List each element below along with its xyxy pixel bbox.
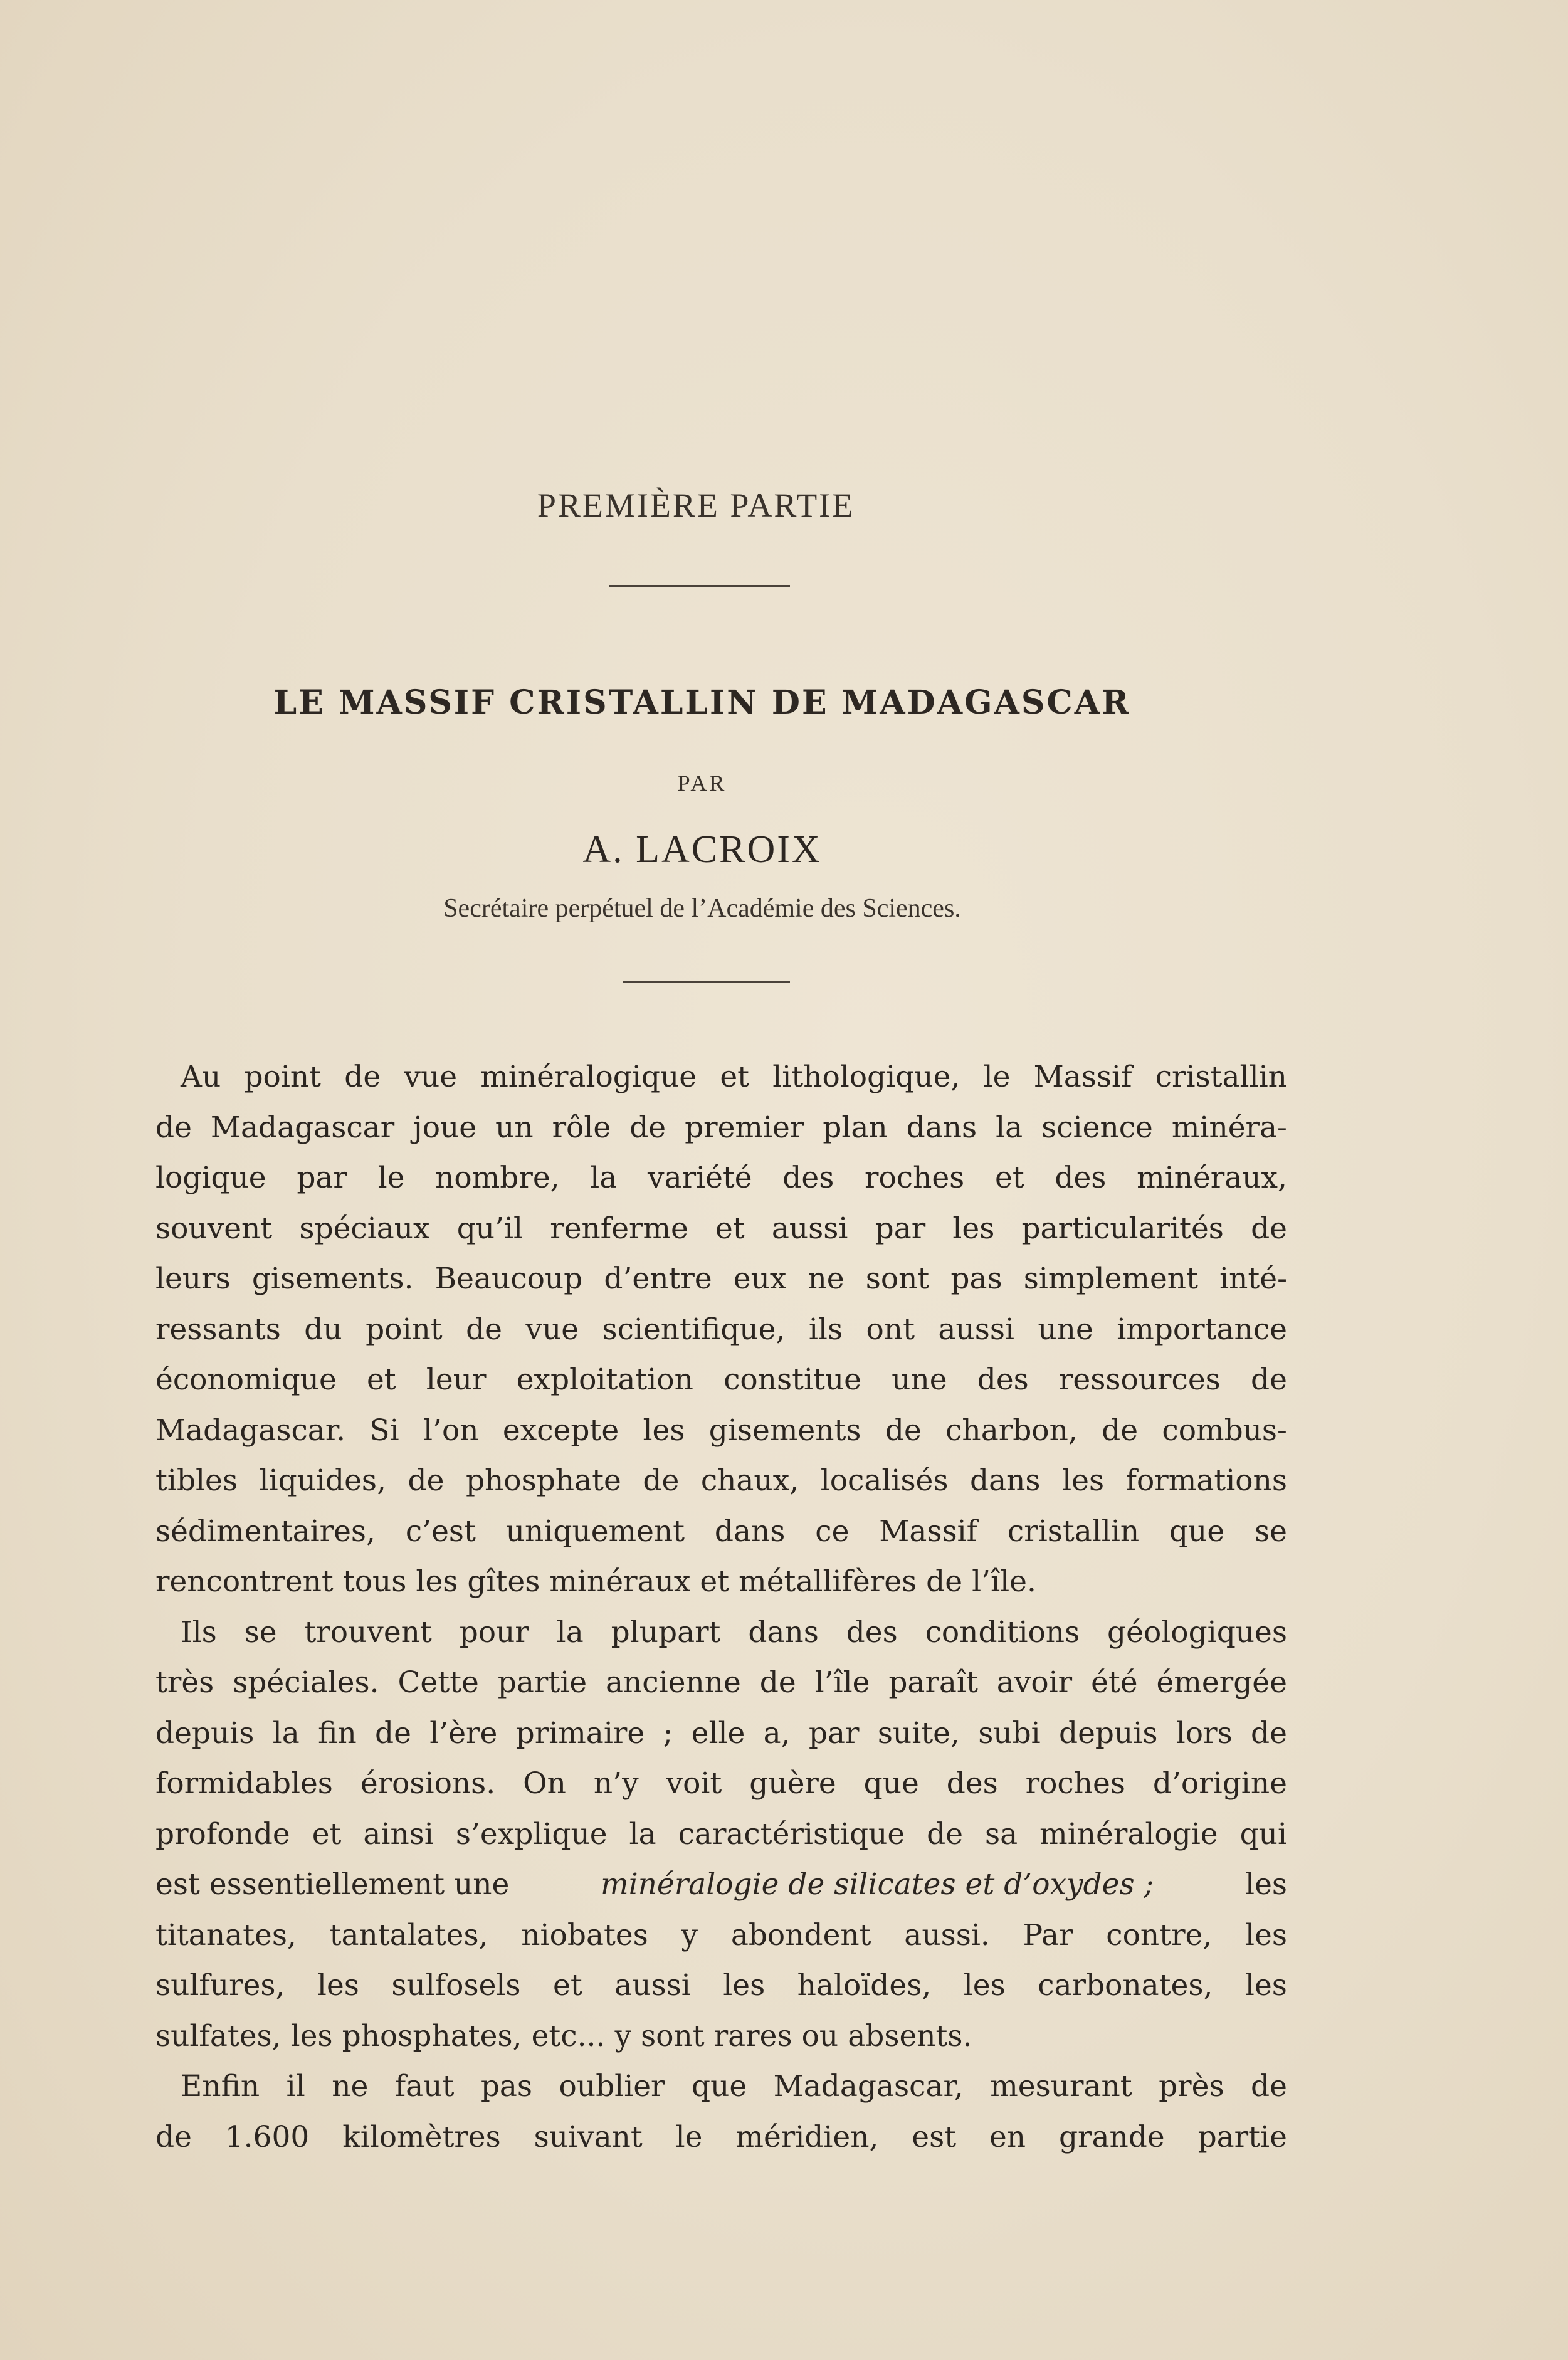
word: depuis (155, 1715, 255, 1751)
word: il (286, 2069, 305, 2104)
text-line (155, 1910, 1287, 1961)
word: sont (865, 1262, 930, 1296)
word: formidables (155, 1766, 333, 1801)
word: ne (808, 1262, 845, 1296)
word: minéra- (1171, 1110, 1287, 1145)
body-text (155, 1052, 1287, 2162)
word: par (808, 1715, 860, 1751)
word: y (614, 2018, 632, 2053)
text-line (155, 1507, 1287, 1557)
paragraph-3 (155, 2062, 1287, 2162)
word: les (1062, 1463, 1105, 1498)
word: roches (865, 1161, 965, 1195)
word: y (681, 1917, 698, 1952)
word: été (1091, 1665, 1138, 1700)
word: Au (181, 1060, 221, 1094)
word: les (1244, 1968, 1287, 2003)
word: l’on (423, 1413, 479, 1448)
word: gisements (708, 1413, 861, 1448)
word: les (963, 1968, 1006, 2003)
word: depuis (1059, 1715, 1158, 1751)
word: de (926, 1564, 963, 1599)
word: particularités (1021, 1211, 1224, 1246)
word: les (643, 1413, 685, 1448)
word: les (723, 1968, 766, 2003)
text-line (155, 1709, 1287, 1759)
word: que (692, 2069, 747, 2104)
word: ressources (1058, 1362, 1221, 1397)
word: d’entre (604, 1262, 712, 1296)
word: formations (1125, 1463, 1287, 1498)
word: avoir (996, 1665, 1073, 1700)
word: rencontrent (155, 1564, 334, 1599)
word: excepte (502, 1413, 619, 1448)
word: et (553, 1968, 582, 2003)
text-line (155, 1254, 1287, 1305)
italic-phrase: minéralogie de silicates et d’oxydes ; (601, 1867, 1154, 1902)
word: minéraux (549, 1564, 691, 1599)
word: vue (525, 1312, 579, 1347)
word: charbon, (945, 1413, 1078, 1448)
word: 1.600 (224, 2119, 310, 2154)
word: de (643, 1463, 680, 1498)
word: et (700, 1564, 730, 1599)
word: lors (1176, 1715, 1233, 1751)
word: Madagascar, (773, 2069, 964, 2104)
word: de (1251, 1715, 1287, 1751)
word: rares (713, 2018, 792, 2053)
word: Madagascar (210, 1110, 395, 1145)
word: On (523, 1766, 566, 1801)
word: l’île (814, 1665, 870, 1700)
word: que (1169, 1514, 1225, 1549)
word: des (1055, 1161, 1107, 1195)
word: géologiques (1107, 1615, 1287, 1650)
word: kilomètres (342, 2119, 501, 2154)
word: leur (426, 1362, 487, 1397)
word: des (846, 1615, 898, 1650)
word: ont (866, 1312, 915, 1347)
word: sulfates, (155, 2018, 282, 2053)
by-line: PAR (677, 771, 727, 796)
word: spéciaux (299, 1211, 430, 1246)
word: aussi. (904, 1917, 990, 1952)
word: de (155, 2119, 192, 2154)
word: de (155, 1110, 192, 1145)
word: et (995, 1161, 1024, 1195)
word: tibles (155, 1463, 238, 1498)
word: subi (978, 1715, 1041, 1751)
word: sulfures, (155, 1968, 285, 2003)
word: Massif (879, 1514, 978, 1549)
word: de (466, 1312, 502, 1347)
word: gîtes (467, 1564, 540, 1599)
word: s’explique (455, 1816, 608, 1852)
word: les (416, 1564, 458, 1599)
word: mesurant (990, 2069, 1132, 2104)
word: aussi (938, 1312, 1014, 1347)
word: et (715, 1211, 745, 1246)
word: métallifères (739, 1564, 917, 1599)
word: renferme (550, 1211, 688, 1246)
text-segment: les (1245, 1867, 1287, 1902)
article-title: LE MASSIF CRISTALLIN DE MADAGASCAR (273, 683, 1131, 722)
word: cristallin (1155, 1060, 1287, 1094)
word: des (946, 1766, 998, 1801)
word: oublier (559, 2069, 665, 2104)
word: point (244, 1060, 322, 1094)
word: et (312, 1816, 342, 1852)
word: d’origine (1152, 1766, 1287, 1801)
word: nombre, (435, 1161, 560, 1195)
text-line-mixed (155, 1860, 1287, 1910)
paragraph-2 (155, 1608, 1287, 2062)
text-line (155, 1204, 1287, 1255)
word: minéralogique (480, 1060, 697, 1094)
word: qui (1239, 1816, 1287, 1852)
word: science (1041, 1110, 1153, 1145)
word: eux (733, 1262, 787, 1296)
word: ou (801, 2018, 839, 2053)
word: dans (906, 1110, 977, 1145)
word: variété (648, 1161, 752, 1195)
word: scientifique, (602, 1312, 786, 1347)
word: de (629, 1110, 666, 1145)
word: le (377, 1161, 405, 1195)
word: du (304, 1312, 342, 1347)
word: spéciales. (233, 1665, 379, 1700)
word: Si (369, 1413, 399, 1448)
word: très (155, 1665, 214, 1700)
word: la (272, 1715, 300, 1751)
divider-top (609, 585, 790, 587)
word: gisements. (251, 1262, 414, 1296)
word: de (408, 1463, 445, 1498)
paragraph-1 (155, 1052, 1287, 1608)
word: combus- (1162, 1413, 1287, 1448)
word: économique (155, 1362, 337, 1397)
word: Madagascar. (155, 1413, 346, 1448)
divider-bottom (623, 981, 790, 983)
word: de (927, 1816, 964, 1852)
word: tous (342, 1564, 407, 1599)
word: des (977, 1362, 1029, 1397)
word: de (759, 1665, 796, 1700)
word: pour (459, 1615, 529, 1650)
word: dans (748, 1615, 819, 1650)
word: souvent (155, 1211, 273, 1246)
word: ne (332, 2069, 369, 2104)
author-affiliation: Secrétaire perpétuel de l’Académie des Sciences. (443, 894, 961, 923)
word: point (366, 1312, 443, 1347)
word: partie (1197, 2119, 1287, 2154)
word: l’ère (429, 1715, 498, 1751)
word: Beaucoup (434, 1262, 583, 1296)
word: localisés (820, 1463, 949, 1498)
word: érosions. (360, 1766, 496, 1801)
word: n’y (593, 1766, 639, 1801)
word: et (366, 1362, 396, 1397)
word: rôle (552, 1110, 611, 1145)
text-line (155, 2062, 1287, 2112)
word: dans (970, 1463, 1041, 1498)
word: Cette (397, 1665, 479, 1700)
text-line (155, 1557, 1287, 1608)
word: près (1159, 2069, 1224, 2104)
word: Massif (1033, 1060, 1132, 1094)
word: l’île. (972, 1564, 1036, 1599)
word: la (556, 1615, 584, 1650)
word: trouvent (304, 1615, 432, 1650)
word: primaire (515, 1715, 645, 1751)
word: c’est (405, 1514, 476, 1549)
word: abondent (730, 1917, 871, 1952)
word: minéralogie (1039, 1816, 1218, 1852)
word: de (885, 1413, 922, 1448)
text-line (155, 1103, 1287, 1154)
word: uniquement (505, 1514, 685, 1549)
word: guère (749, 1766, 836, 1801)
word: sont (641, 2018, 705, 2053)
word: émergée (1156, 1665, 1287, 1700)
word: de (1251, 1211, 1287, 1246)
word: le (983, 1060, 1011, 1094)
word: ; (663, 1715, 673, 1751)
text-line (155, 1961, 1287, 2011)
text-line (155, 1810, 1287, 1860)
word: voit (666, 1766, 722, 1801)
word: suivant (534, 2119, 643, 2154)
word: roches (1025, 1766, 1125, 1801)
word: grande (1058, 2119, 1165, 2154)
word: ancienne (605, 1665, 741, 1700)
word: Ils (181, 1615, 217, 1650)
text-line (155, 1759, 1287, 1810)
word: lithologique, (772, 1060, 960, 1094)
word: carbonates, (1038, 1968, 1213, 2003)
word: dans (714, 1514, 786, 1549)
word: sédimentaires, (155, 1514, 376, 1549)
word: et (720, 1060, 750, 1094)
word: la (996, 1110, 1023, 1145)
text-line (155, 1355, 1287, 1406)
word: les (317, 1968, 359, 2003)
word: joue (413, 1110, 477, 1145)
word: liquides, (259, 1463, 386, 1498)
word: qu’il (456, 1211, 524, 1246)
word: Enfin (181, 2069, 260, 2104)
word: ce (815, 1514, 850, 1549)
word: méridien, (735, 2119, 879, 2154)
word: ils (808, 1312, 843, 1347)
word: par (875, 1211, 926, 1246)
word: contre, (1106, 1917, 1213, 1952)
author-name: A. LACROIX (582, 828, 822, 871)
word: plupart (611, 1615, 721, 1650)
word: conditions (925, 1615, 1080, 1650)
word: Par (1023, 1917, 1073, 1952)
word: pas (950, 1262, 1002, 1296)
word: est (912, 2119, 957, 2154)
word: les (952, 1211, 995, 1246)
text-line (155, 1456, 1287, 1507)
word: sa (985, 1816, 1018, 1852)
word: la (590, 1161, 618, 1195)
text-line (155, 1305, 1287, 1356)
word: logique (155, 1161, 266, 1195)
word: de (1250, 1362, 1287, 1397)
part-title: PREMIÈRE PARTIE (537, 487, 855, 524)
word: titanates, (155, 1917, 297, 1952)
word: de (375, 1715, 411, 1751)
word: de (1102, 1413, 1139, 1448)
word: de (344, 1060, 381, 1094)
word: pas (480, 2069, 533, 2104)
word: phosphate (465, 1463, 621, 1498)
word: de (1251, 2069, 1287, 2104)
word: une (892, 1362, 947, 1397)
word: premier (685, 1110, 804, 1145)
word: profonde (155, 1816, 290, 1852)
word: que (863, 1766, 919, 1801)
word: caractéristique (678, 1816, 905, 1852)
text-line (155, 1608, 1287, 1658)
word: des (782, 1161, 834, 1195)
word: plan (823, 1110, 888, 1145)
word: les (290, 2018, 333, 2053)
word: cristallin (1007, 1514, 1140, 1549)
word: minéraux, (1137, 1161, 1287, 1195)
word: les (1245, 1917, 1287, 1952)
text-line (155, 1052, 1287, 1103)
word: paraît (888, 1665, 978, 1700)
word: exploitation (516, 1362, 693, 1397)
word: une (1038, 1312, 1093, 1347)
word: aussi (614, 1968, 691, 2003)
word: chaux, (700, 1463, 799, 1498)
word: se (244, 1615, 277, 1650)
word: se (1254, 1514, 1287, 1549)
word: haloïdes, (797, 1968, 932, 2003)
word: leurs (155, 1262, 231, 1296)
word: tantalates, (329, 1917, 488, 1952)
word: suite, (877, 1715, 960, 1751)
text-segment: est essentiellement une (155, 1867, 510, 1902)
word: importance (1117, 1312, 1287, 1347)
word: absents. (848, 2018, 972, 2053)
word: a, (763, 1715, 791, 1751)
word: ainsi (363, 1816, 434, 1852)
word: elle (691, 1715, 745, 1751)
text-line (155, 1406, 1287, 1457)
word: niobates (521, 1917, 648, 1952)
word: sulfosels (391, 1968, 521, 2003)
text-line (155, 1153, 1287, 1204)
word: inté- (1219, 1262, 1287, 1296)
word: vue (404, 1060, 458, 1094)
word: constitue (723, 1362, 861, 1397)
word: ressants (155, 1312, 281, 1347)
word: un (495, 1110, 534, 1145)
word: simplement (1023, 1262, 1198, 1296)
text-line (155, 2112, 1287, 2163)
text-line (155, 2011, 1287, 2062)
word: etc... (531, 2018, 606, 2053)
word: par (297, 1161, 347, 1195)
word: aussi (771, 1211, 848, 1246)
word: faut (394, 2069, 455, 2104)
word: en (989, 2119, 1026, 2154)
word: la (629, 1816, 656, 1852)
word: le (675, 2119, 703, 2154)
word: partie (497, 1665, 587, 1700)
word: phosphates, (342, 2018, 522, 2053)
word: fin (318, 1715, 357, 1751)
text-line (155, 1658, 1287, 1709)
